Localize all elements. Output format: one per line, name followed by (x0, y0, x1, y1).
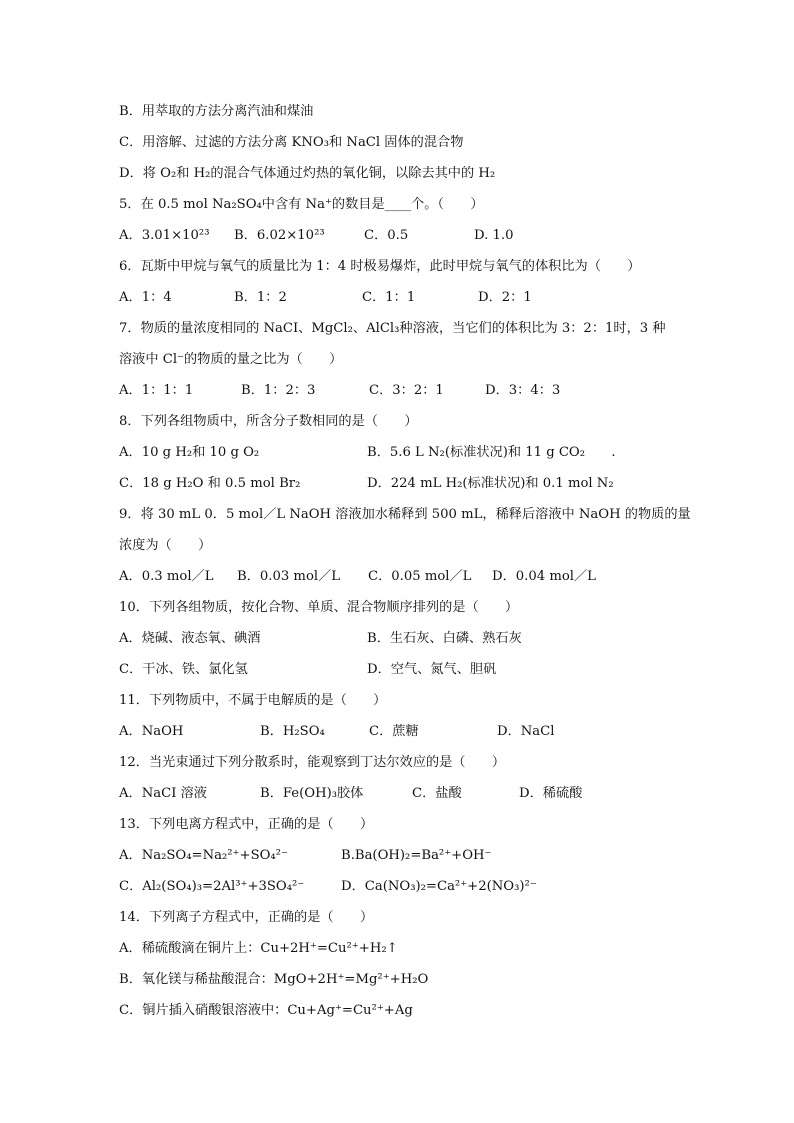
question-7-options (119, 382, 734, 400)
question-5-options (119, 227, 734, 245)
question-14-option-b: B．氧化镁与稀盐酸混合：MgO+2H⁺=Mg²⁺+H₂O (119, 972, 429, 987)
option-d: D. 1.0 (474, 228, 514, 243)
option-c: C．3：2：1 (369, 383, 444, 398)
option-b: B．Fe(OH)₃胶体 (260, 786, 364, 801)
question-9-options (119, 568, 734, 586)
question-14-option-c: C．铜片插入硝酸银溶液中：Cu+Ag⁺=Cu²⁺+Ag (119, 1003, 413, 1018)
option-a: A．NaCI 溶液 (119, 786, 207, 801)
option-a: A．0.3 mol／L (119, 569, 214, 584)
option-d: D．3：4：3 (485, 383, 561, 398)
option-b: B．0.03 mol／L (237, 569, 341, 584)
question-12-options (119, 785, 734, 803)
option-d: D．0.04 mol／L (492, 569, 596, 584)
option-c: C．盐酸 (412, 786, 462, 801)
question-12: 12．当光束通过下列分散系时，能观察到丁达尔效应的是（ ） (119, 755, 506, 770)
question-5: 5．在 0.5 mol Na₂SO₄中含有 Na⁺的数目是____个。（ ） (119, 197, 484, 212)
option-c-prev: C．用溶解、过滤的方法分离 KNO₃和 NaCl 固体的混合物 (119, 135, 464, 150)
option-a: A．3.01×10²³ (119, 228, 210, 243)
option-c: C．干冰、铁、氯化氢 (119, 662, 248, 677)
option-d: D．空气、氮气、胆矾 (367, 662, 497, 677)
question-7-cont: 溶液中 Cl⁻的物质的量之比为（ ） (119, 352, 343, 367)
question-9-cont: 浓度为（ ） (119, 538, 212, 553)
option-b: B．1：2：3 (241, 383, 316, 398)
option-d: D．2：1 (478, 290, 532, 305)
option-b: B.Ba(OH)₂=Ba²⁺+OH⁻ (341, 848, 492, 863)
question-9: 9．将 30 mL 0．5 mol／L NaOH 溶液加水稀释到 500 mL，稀释后溶液中 NaOH 的物质的量 (119, 507, 691, 522)
question-10-options-2 (119, 661, 734, 679)
option-c: C．0.05 mol／L (368, 569, 472, 584)
option-c: C．Al₂(SO₄)₃=2Al³⁺+3SO₄²⁻ (119, 879, 305, 894)
question-10: 10．下列各组物质，按化合物、单质、混合物顺序排列的是（ ） (119, 600, 519, 615)
option-d: D．Ca(NO₃)₂=Ca²⁺+2(NO₃)²⁻ (341, 879, 537, 894)
question-13: 13．下列电离方程式中，正确的是（ ） (119, 817, 374, 832)
option-c: C．蔗糖 (369, 724, 419, 739)
option-d: D．稀硫酸 (519, 786, 583, 801)
question-11: 11．下列物质中，不属于电解质的是（ ） (119, 693, 387, 708)
question-8: 8．下列各组物质中，所含分子数相同的是（ ） (119, 414, 418, 429)
option-b: B．生石灰、白磷、熟石灰 (367, 631, 522, 646)
option-a: A．10 g H₂和 10 g O₂ (119, 445, 260, 460)
option-a: A．1：1：1 (119, 383, 194, 398)
question-14-option-a: A．稀硫酸滴在铜片上：Cu+2H⁺=Cu²⁺+H₂↑ (119, 941, 398, 956)
option-a: A．NaOH (119, 724, 184, 739)
option-b: B．1：2 (234, 290, 287, 305)
option-d-prev: D．将 O₂和 H₂的混合气体通过灼热的氧化铜，以除去其中的 H₂ (119, 166, 496, 181)
question-13-options-1 (119, 847, 734, 865)
option-d: D．NaCl (497, 724, 555, 739)
question-14: 14．下列离子方程式中，正确的是（ ） (119, 910, 374, 925)
option-a: A．1：4 (119, 290, 172, 305)
question-8-options-2 (119, 475, 734, 493)
option-c: C．18 g H₂O 和 0.5 mol Br₂ (119, 476, 301, 491)
option-c: C．1：1 (362, 290, 416, 305)
option-a: A．Na₂SO₄=Na₂²⁺+SO₄²⁻ (119, 848, 288, 863)
option-b: B．6.02×10²³ (234, 228, 325, 243)
question-8-options-1 (119, 444, 734, 462)
option-d: D．224 mL H₂(标准状况)和 0.1 mol N₂ (367, 476, 614, 491)
option-b: B．5.6 L N₂(标准状况)和 11 g CO₂ . (367, 445, 616, 460)
question-13-options-2 (119, 878, 734, 896)
option-a: A．烧碱、液态氧、碘酒 (119, 631, 261, 646)
question-6-options (119, 289, 734, 307)
option-b: B．H₂SO₄ (260, 724, 325, 739)
option-c: C．0.5 (364, 228, 409, 243)
question-6: 6．瓦斯中甲烷与氧气的质量比为 1：4 时极易爆炸，此时甲烷与氧气的体积比为（ ） (119, 259, 641, 274)
question-11-options (119, 723, 734, 741)
question-7: 7．物质的量浓度相同的 NaCI、MgCl₂、AlCl₃种溶液，当它们的体积比为 3：2：1时，3 种 (119, 321, 666, 336)
question-10-options-1 (119, 630, 734, 648)
option-b-prev: B．用萃取的方法分离汽油和煤油 (119, 104, 314, 119)
